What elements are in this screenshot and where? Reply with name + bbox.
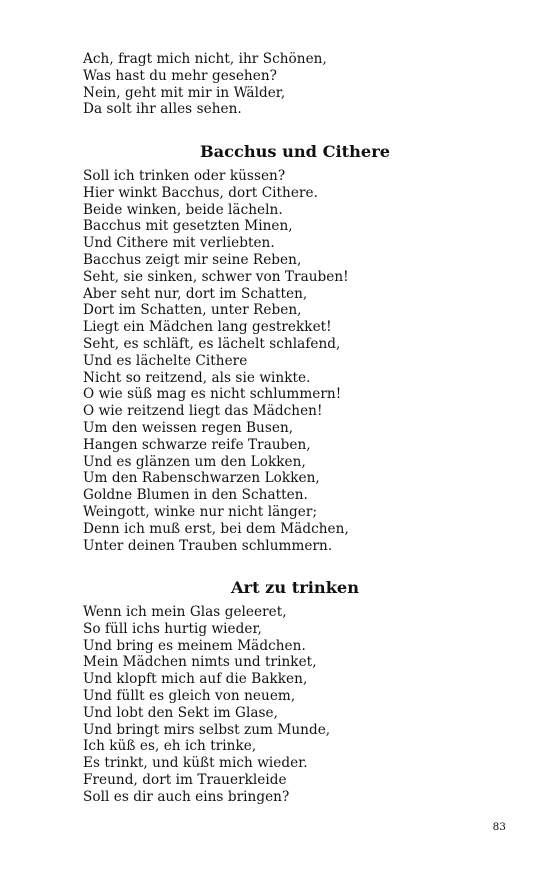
- poem-line: Seht, sie sinken, schwer von Trauben!: [83, 268, 349, 285]
- poem-line: So füll ichs hurtig wieder,: [83, 620, 262, 637]
- poem-title-art-zu-trinken: Art zu trinken: [230, 578, 359, 597]
- poem-line: Beide winken, beide lächeln.: [83, 201, 283, 218]
- poem-line: Ich küß es, eh ich trinke,: [83, 738, 257, 755]
- intro-stanza: [83, 51, 327, 118]
- poem-line: Und klopft mich auf die Bakken,: [83, 671, 308, 688]
- poem-line: Soll ich trinken oder küssen?: [83, 168, 286, 184]
- poem-line: Ach, fragt mich nicht, ihr Schönen,: [83, 51, 327, 67]
- poem-line: Bacchus zeigt mir seine Reben,: [83, 251, 302, 268]
- poem-line: Wenn ich mein Glas geleeret,: [83, 604, 287, 620]
- poem-line: Es trinkt, und küßt mich wieder.: [83, 755, 308, 772]
- poem-line: Und es lächelte Cithere: [83, 352, 248, 369]
- poem-line: Dort im Schatten, unter Reben,: [83, 302, 302, 319]
- poem-line: Goldne Blumen in den Schatten.: [83, 487, 308, 504]
- poem-body-art-zu-trinken: [83, 604, 330, 806]
- poem-line: Und es glänzen um den Lokken,: [83, 453, 306, 470]
- poem-line: Freund, dort im Trauerkleide: [83, 771, 287, 788]
- poem-line: Da solt ihr alles sehen.: [83, 101, 242, 118]
- poem-line: Weingott, winke nur nicht länger;: [83, 503, 318, 520]
- poem-title-bacchus-und-cithere: Bacchus und Cithere: [199, 142, 391, 161]
- poem-line: Und Cithere mit verliebten.: [83, 235, 275, 252]
- poem-line: Bacchus mit gesetzten Minen,: [83, 218, 293, 235]
- poem-line: Mein Mädchen nimts und trinket,: [83, 654, 317, 671]
- poem-line: Liegt ein Mädchen lang gestrekket!: [83, 319, 332, 336]
- poem-line: Aber seht nur, dort im Schatten,: [83, 285, 308, 302]
- poem-line: Hangen schwarze reife Trauben,: [83, 436, 311, 453]
- poem-line: Um den weissen regen Busen,: [83, 419, 294, 436]
- poem-line: Und bring es meinem Mädchen.: [83, 637, 306, 654]
- poem-line: Seht, es schläft, es lächelt schlafend,: [83, 335, 341, 352]
- poem-body-bacchus-und-cithere: [83, 168, 349, 554]
- poem-line: Soll es dir auch eins bringen?: [83, 788, 290, 805]
- poem-line: Um den Rabenschwarzen Lokken,: [83, 470, 320, 487]
- poem-line: Was hast du mehr gesehen?: [83, 67, 277, 84]
- poem-line: Hier winkt Bacchus, dort Cithere.: [83, 184, 318, 201]
- poem-line: Und bringt mirs selbst zum Munde,: [83, 721, 331, 738]
- poem-line: Nein, geht mit mir in Wälder,: [83, 84, 286, 101]
- poem-line: O wie süß mag es nicht schlummern!: [83, 386, 342, 403]
- page-number: 83: [492, 821, 506, 833]
- poem-line: Und lobt den Sekt im Glase,: [83, 704, 279, 721]
- poem-line: Unter deinen Trauben schlummern.: [83, 537, 333, 554]
- poem-line: Und füllt es gleich von neuem,: [83, 687, 296, 704]
- poem-line: O wie reitzend liegt das Mädchen!: [83, 403, 323, 420]
- poem-line: Nicht so reitzend, als sie winkte.: [83, 369, 311, 386]
- poem-line: Denn ich muß erst, bei dem Mädchen,: [83, 520, 349, 537]
